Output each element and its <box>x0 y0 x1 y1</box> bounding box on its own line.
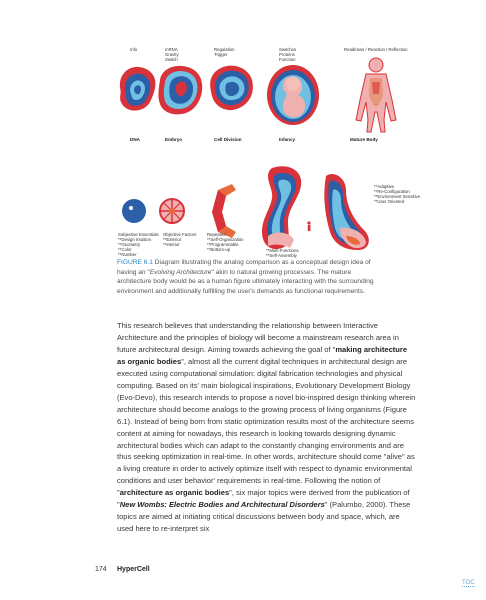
label-multi-functions: **Multi-Functions **Self-Assembly <box>266 248 299 258</box>
stage-mature-body: Mature Body <box>350 137 378 142</box>
stage-infancy: Infancy <box>279 137 296 142</box>
person-figure-icon <box>307 221 310 231</box>
label-regulation: Regulation Trigger <box>214 47 235 57</box>
cell-division-shape <box>210 66 253 111</box>
body-text-4: " (Palumbo, 2000). These topics are aimed at initiating critical discussions between body and space, which, are used here to re-interpret six <box>117 500 411 534</box>
label-subjective-essentials: Subjective Essentials **Design Intuition **Geometry **Color **Number <box>118 232 159 257</box>
caption-text-2: " akin to natural growing processes. The mature architecture body would be as a human figure ultimately interacting with the surrounding environment and additionally fulfilling the user's demands as functional requirements. <box>117 268 374 295</box>
label-repeated: Repeated **Self-Organization **Programmable **Bottom-up <box>207 232 244 252</box>
body-text-3: ", six major topics were derived from the publication of " <box>117 488 410 510</box>
body-text-2: ", almost all the current digital techniques in architectural design are executed using computational simulation: digital fabrication technologies and physical computing. Based on its' main biological inspirations, Evolutionary Development Biology (Evo-Devo), this research intends to propose a novel bio-inspired design thinking wherein architecture should become analogs to the growing process of living organisms (Figure 6.1). Instead of being born from static optimization results most of the architecture seems content at aiming for nowadays, this research is looking towards designing dynamic architectural bodies which can adapt to the constantly changing environments and are thus seeking optimization in real-time. In other words, architecture should come "alive" as a living creature in order to actively optimize itself with respect to dynamic environmental conditions and user behavior' requirements in real-time. Following the notion of " <box>117 356 416 498</box>
label-switches: Switches Proteins Function <box>279 47 297 62</box>
caption-text-1: Diagram illustrating the analog comparison as a conceptual design idea of having an " <box>117 259 371 276</box>
body-bold-italic-title: New Wombs: Electric Bodies and Architectural Disorders <box>119 500 325 510</box>
running-title: HyperCell <box>117 566 150 573</box>
label-mrna: mRNA Gravity Switch <box>165 47 179 62</box>
page-number: 174 <box>95 566 107 573</box>
stage-dna: DNA <box>130 137 140 142</box>
toc-link[interactable]: TOC <box>462 580 475 586</box>
body-paragraph <box>117 320 417 535</box>
figure-6-1 <box>0 0 486 260</box>
body-text-1: This research believes that understanding the relationship between Interactive Architecture and the principles of biology will become a mainstream research area in future architectural design. Aiming towards achieving the goal of " <box>117 321 399 354</box>
subjective-essentials-shape <box>122 199 146 223</box>
figure-number: FIGURE 6.1 <box>117 259 153 266</box>
body-bold-1: making architecture as organic bodies <box>117 344 408 366</box>
embryo-shape <box>158 66 202 114</box>
adaptive-building-shape <box>324 174 368 250</box>
repeated-shape <box>212 184 236 238</box>
figure-caption <box>117 258 387 296</box>
infancy-shape <box>267 65 319 125</box>
body-bold-2: architecture as organic bodies <box>119 488 230 498</box>
label-readiness: Readiness / Reaction / Reflection <box>344 47 408 52</box>
objective-factors-shape <box>160 199 184 223</box>
stage-embryo: Embryo <box>165 137 183 142</box>
label-objective-factors: Objective Factors **Exterior **Interior <box>163 232 197 247</box>
multi-functions-shape <box>262 166 301 249</box>
stage-cell-division: Cell Division <box>214 137 242 142</box>
label-info: Info <box>130 47 138 52</box>
dna-shape <box>120 67 156 111</box>
mature-body-shape <box>356 58 396 132</box>
label-adaptive: **Adaptive **Re-Configuration **Environment Sensitive **User Oriented <box>374 184 421 204</box>
caption-emphasis: Evolving Architecture <box>149 268 212 276</box>
figure-illustration <box>0 0 486 260</box>
